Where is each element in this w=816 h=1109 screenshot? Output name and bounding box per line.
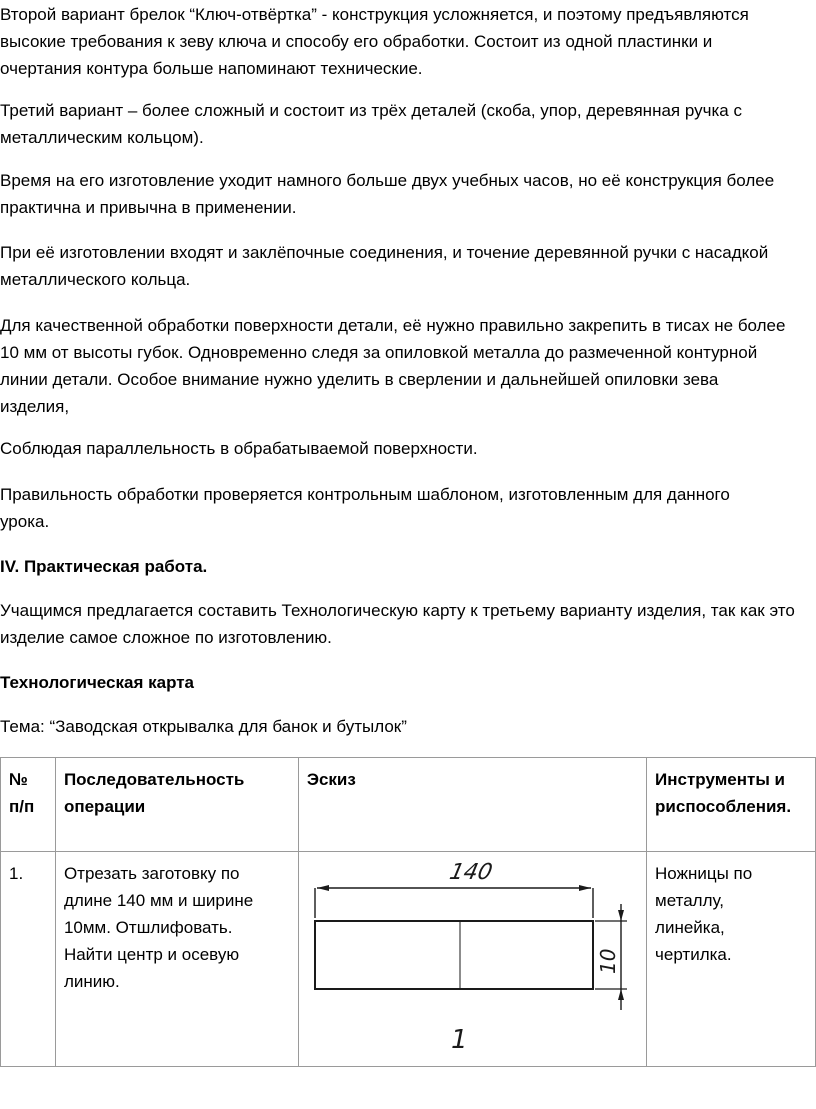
operation-line: 10мм. Отшлифовать. [63,918,233,937]
text-line: Третий вариант – более сложный и состоит из трёх деталей (скоба, упор, деревянная ручка с [0,101,742,120]
tools-line: металлу, [655,891,725,910]
text-line: При её изготовлении входят и заклёпочные соединения, и точение деревянной ручки с насадкой [0,243,769,262]
arrowhead-right [579,885,591,891]
text-line: линии детали. Особое внимание нужно уделить в сверлении и дальнейшей опиловки зева [0,370,719,389]
paragraph-keychain-screwdriver [0,1,816,82]
text-line: очертания контура больше напоминают технические. [0,59,423,78]
text-line: изделие самое сложное по изготовлению. [0,628,332,647]
width-dimension-label: 10 [595,948,620,974]
tools-line: чертилка. [655,945,732,964]
text-line: Соблюдая параллельность в обрабатываемой поверхности. [0,439,478,458]
paragraph-assignment [0,597,816,651]
header-tools-line: риспособления. [655,797,792,816]
arrowhead-bottom [618,989,624,1000]
row-tools-cell [647,852,816,1067]
table-row [1,852,816,1067]
header-operation-line: операции [63,797,146,816]
blank-sketch-drawing [303,858,643,1058]
tech-card-table [0,757,816,1067]
text-line: Для качественной обработки поверхности детали, её нужно правильно закрепить в тисах не более [0,316,786,335]
header-cell-number [1,758,56,852]
text-line: Второй вариант брелок “Ключ-отвёртка” - конструкция усложняется, и поэтому предъявляются [0,5,749,24]
header-operation-line: Последовательность [63,770,245,789]
header-cell-tools [647,758,816,852]
text-line: металлического кольца. [0,270,191,289]
text-line: Учащимся предлагается составить Технологическую карту к третьему варианту изделия, так как это [0,601,795,620]
header-cell-sketch [298,758,646,852]
section-heading: IV. Практическая работа. [0,557,208,576]
text-line: металлическим кольцом). [0,128,204,147]
paragraph-template-check [0,481,816,535]
text-line: изделия, [0,397,70,416]
table-header-row [1,758,816,852]
header-number-line: п/п [9,797,35,816]
paragraph-surface-treatment [0,312,816,420]
paragraph-parallelism [0,435,816,462]
text-line: высокие требования к зеву ключа и способу его обработки. Состоит из одной пластинки и [0,32,713,51]
tech-card-heading: Технологическая карта [0,673,195,692]
tools-line: линейка, [655,918,725,937]
text-line: урока. [0,512,50,531]
topic-line: Тема: “Заводская открывалка для банок и бутылок” [0,717,407,736]
header-cell-operation [55,758,298,852]
part-number-label: 1 [450,1025,468,1055]
row-sketch-cell [298,852,646,1067]
text-line: Время на его изготовление уходит намного больше двух учебных часов, но её конструкция более [0,171,775,190]
paragraph-manufacturing-time [0,167,816,221]
arrowhead-top [618,910,624,921]
operation-line: Найти центр и осевую [63,945,240,964]
paragraph-third-variant [0,97,816,151]
text-line: 10 мм от высоты губок. Одновременно следя за опиловкой металла до размеченной контурной [0,343,758,362]
operation-line: длине 140 мм и ширине [63,891,254,910]
text-line: Правильность обработки проверяется контрольным шаблоном, изготовленным для данного [0,485,730,504]
arrowhead-left [317,885,329,891]
header-number-line: № [9,770,28,789]
header-sketch-line: Эскиз [306,770,356,789]
length-dimension-label: 140 [447,859,495,885]
header-tools-line: Инструменты и [655,770,786,789]
tools-line: Ножницы по [655,864,753,883]
operation-line: Отрезать заготовку по [63,864,240,883]
row-number: 1. [9,864,24,883]
operation-line: линию. [63,972,120,991]
paragraph-riveted-joints [0,239,816,293]
row-number-cell [1,852,56,1067]
text-line: практична и привычна в применении. [0,198,297,217]
row-operation-cell [55,852,298,1067]
blank-outline [315,921,593,989]
